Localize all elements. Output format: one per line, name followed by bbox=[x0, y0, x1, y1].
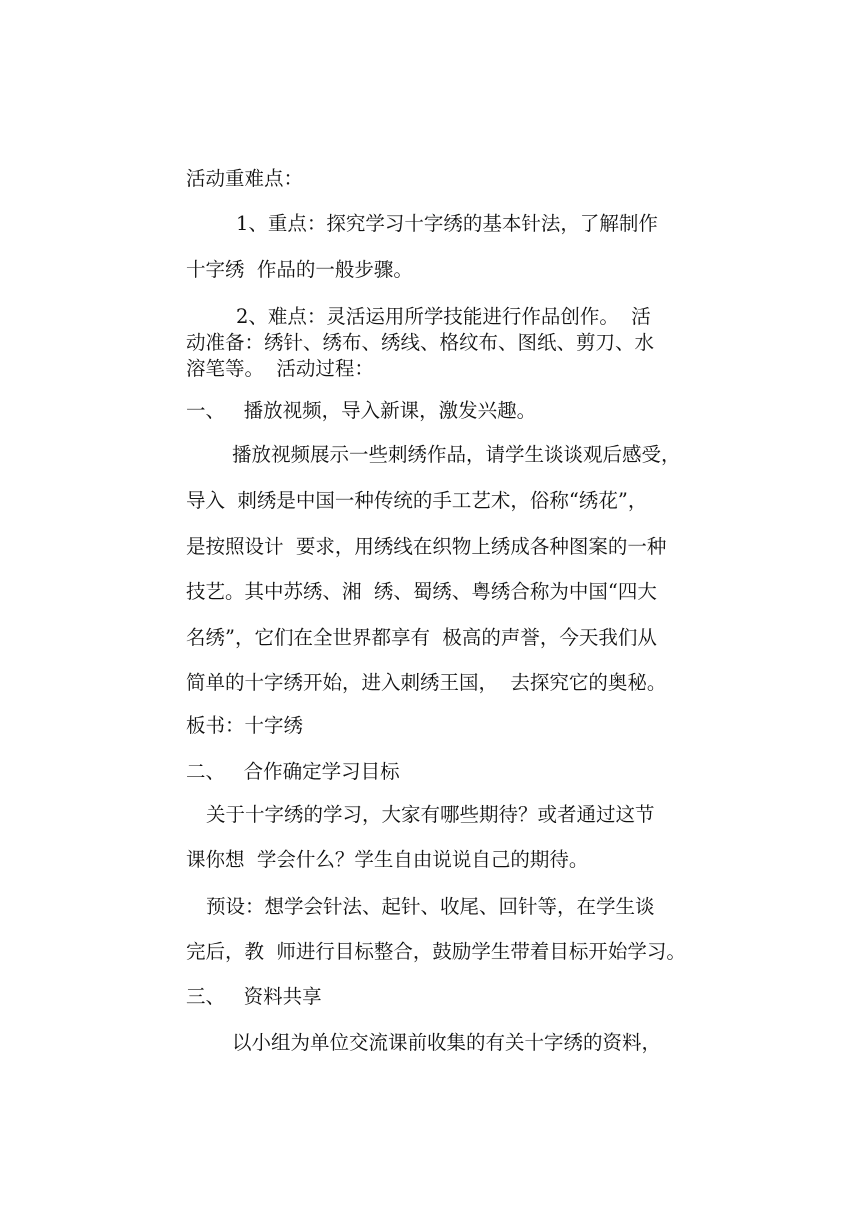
step-1-paragraph-line: 播放视频展示一些刺绣作品，请学生谈谈观后感受， bbox=[232, 443, 681, 466]
step-3-heading: 三、 资料共享 bbox=[186, 985, 322, 1008]
key-point-line-1: 1、重点：探究学习十字绣的基本针法，了解制作 bbox=[236, 212, 658, 235]
step-2-paragraph-line: 课你想 学会什么？学生自由说说自己的期待。 bbox=[186, 848, 589, 871]
step-2-preset-line: 预设：想学会针法、起针、收尾、回针等，在学生谈 bbox=[206, 895, 655, 918]
step-3-paragraph-line: 以小组为单位交流课前收集的有关十字绣的资料， bbox=[232, 1031, 662, 1054]
key-point-line-2: 十字绣 作品的一般步骤。 bbox=[186, 258, 413, 281]
difficulty-line-1: 2、难点：灵活运用所学技能进行作品创作。 活 bbox=[236, 305, 651, 328]
step-1-paragraph-line: 简单的十字绣开始，进入刺绣王国， 去探究它的奥秘。 bbox=[186, 671, 667, 694]
step-1-paragraph-line: 名绣”，它们在全世界都享有 极高的声誉，今天我们从 bbox=[186, 626, 657, 649]
difficulty-line-3: 溶笔等。 活动过程： bbox=[186, 357, 374, 380]
board-note: 板书：十字绣 bbox=[186, 714, 304, 737]
step-2-paragraph-line: 关于十字绣的学习，大家有哪些期待？或者通过这节 bbox=[206, 803, 655, 826]
step-2-preset-line: 完后，教 师进行目标整合，鼓励学生带着目标开始学习。 bbox=[186, 940, 686, 963]
step-2-heading: 二、 合作确定学习目标 bbox=[186, 760, 400, 783]
step-1-heading: 一、 播放视频，导入新课，激发兴趣。 bbox=[186, 399, 537, 422]
step-1-paragraph-line: 导入 刺绣是中国一种传统的手工艺术，俗称“绣花”， bbox=[186, 489, 648, 512]
section-heading: 活动重难点： bbox=[186, 167, 304, 190]
step-1-paragraph-line: 是按照设计 要求，用绣线在织物上绣成各种图案的一种 bbox=[186, 535, 667, 558]
difficulty-line-2: 动准备：绣针、绣布、绣线、格纹布、图纸、剪刀、水 bbox=[186, 331, 655, 354]
step-1-paragraph-line: 技艺。其中苏绣、湘 绣、蜀绣、粤绣合称为中国“四大 bbox=[186, 580, 657, 603]
